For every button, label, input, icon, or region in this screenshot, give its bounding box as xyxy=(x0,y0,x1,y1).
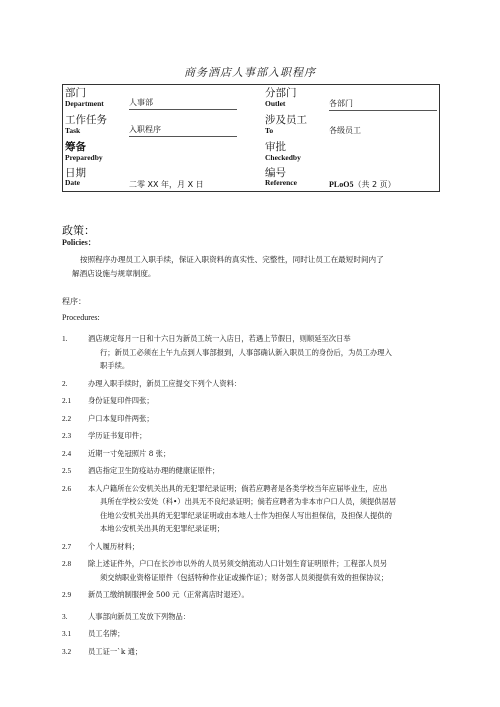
step-number: 3.1 xyxy=(62,629,72,638)
info-row-prepared xyxy=(63,139,439,166)
step-text: 酒店指定卫生防疫站办理的健康证原件； xyxy=(88,466,220,475)
step-number: 2.3 xyxy=(62,431,72,440)
reference-label-zh: 编号 xyxy=(265,167,286,179)
step-text-cont2: 职手续。 xyxy=(100,361,130,370)
header-info-table xyxy=(62,84,440,192)
step-text-cont: 具所在学校公安处（科•）出具无不良纪录证明；倘若应聘者为非本市户口人员，须提供居居 xyxy=(100,497,397,506)
step-text: 员工证一`k 通； xyxy=(88,646,143,656)
step-number: 2.7 xyxy=(62,541,72,551)
info-row-task xyxy=(63,112,439,139)
to-value: 各级员工 xyxy=(329,126,361,135)
step-text-cont: 本地公安机关出具的无犯罪纪录证明； xyxy=(100,524,225,533)
step-number: 2.2 xyxy=(62,413,72,423)
procedure-step-2-9 xyxy=(62,588,442,602)
step-text: 本人户籍所在公安机关出具的无犯罪纪录证明；倘若应聘者是各类学校当年应届毕业生，应出 xyxy=(88,483,388,493)
prepared-by-label-zh: 筹备 xyxy=(65,141,86,153)
checked-by-label-en: Checkedby xyxy=(265,153,301,162)
to-label-en: To xyxy=(265,126,274,135)
step-text-cont: 行；新员工必须在上午九点到人事部报到，人事部确认新入职员工的身份后，为员工办理入 xyxy=(100,347,392,357)
step-text: 户口本复印件两张； xyxy=(88,413,154,423)
info-row-date xyxy=(63,165,439,192)
policies-text xyxy=(72,253,435,281)
procedures-heading: 程序： xyxy=(62,297,86,306)
step-number: 3.2 xyxy=(62,646,72,656)
policies-heading-en: Policies： xyxy=(62,238,96,247)
step-text: 员工名牌； xyxy=(88,629,125,638)
step-number: 2.1 xyxy=(62,396,72,405)
procedure-steps xyxy=(62,332,442,658)
reference-pages: （共 2 页） xyxy=(353,180,396,189)
step-text: 新员工缴纳制服押金 500 元（正常离店时退还）。 xyxy=(88,590,249,599)
task-label-zh: 工作任务 xyxy=(65,114,107,126)
step-text: 学历证书复印件； xyxy=(88,431,147,440)
step-text-cont: 住地公安机关出具的无犯罪纪录证明或由本地人士作为担保人写出担保信，及担保人提供的 xyxy=(100,510,392,520)
procedure-step-2-7 xyxy=(62,540,442,554)
step-number: 3. xyxy=(62,611,68,621)
to-label-zh: 涉及员工 xyxy=(265,114,307,126)
date-value: 二零 XX 年，月 X 日 xyxy=(129,180,204,189)
checked-by-label-zh: 审批 xyxy=(265,141,286,153)
procedure-step-1 xyxy=(62,332,442,373)
policies-heading: 政策： xyxy=(62,224,95,237)
reference-value xyxy=(329,179,437,191)
step-text: 人事部向新员工发放下列物品： xyxy=(88,611,191,621)
step-number: 2.6 xyxy=(62,483,72,493)
task-label-en: Task xyxy=(65,126,81,135)
step-number: 2. xyxy=(62,378,68,388)
step-number: 2.5 xyxy=(62,466,72,475)
outlet-label-zh: 分部门 xyxy=(265,87,297,99)
procedure-step-2-1 xyxy=(62,394,442,408)
outlet-value: 各部门 xyxy=(329,98,437,111)
procedure-step-2-3 xyxy=(62,429,442,443)
step-text: 个人履历材料； xyxy=(88,541,140,551)
reference-code: PLoO5 xyxy=(329,180,354,189)
procedure-step-2-8 xyxy=(62,557,442,584)
procedure-step-3-2 xyxy=(62,645,442,659)
step-text: 近期一寸免冠照片 8 张； xyxy=(88,448,171,458)
prepared-by-value xyxy=(129,151,237,152)
policies-text-line2: 解酒店设施与规章制度。 xyxy=(72,269,156,278)
reference-label-en: Reference xyxy=(265,178,297,187)
page-title: 商务酒店人事部入职程序 xyxy=(184,66,316,79)
date-label-zh: 日期 xyxy=(65,167,86,179)
step-text-cont: 须交纳职业资格证原件（包括特种作业证或操作证）；财务部人员须提供有效的担保协议； xyxy=(100,572,389,582)
department-value: 人事部 xyxy=(129,97,237,110)
procedure-step-3-1 xyxy=(62,627,442,641)
prepared-by-label-en: Preparedby xyxy=(65,153,103,162)
procedure-step-2-5 xyxy=(62,464,442,478)
step-number: 2.8 xyxy=(62,559,72,568)
policies-text-line1: 按照程序办理员工入职手续，保证入职资料的真实性、完整性，同时让员工在最短时间内了 xyxy=(80,255,384,264)
info-row-department xyxy=(63,85,439,112)
procedure-step-3 xyxy=(62,610,442,624)
step-number: 2.9 xyxy=(62,590,72,599)
procedures-heading-en: Procedures: xyxy=(62,313,100,322)
step-text: 除上述证件外，户口在长沙市以外的人员另须交纳流动人口计划生育证明原件；工程部人员另 xyxy=(88,559,388,568)
step-text: 酒店规定每月一日和十六日为新员工统一入店日，若遇上节假日，则顺延至次日举 xyxy=(88,334,351,343)
procedure-step-2-6 xyxy=(62,482,442,536)
department-label-zh: 部门 xyxy=(65,87,86,99)
task-value: 入职程序 xyxy=(129,124,237,137)
step-number: 1. xyxy=(62,334,68,343)
date-label-en: Date xyxy=(65,178,80,187)
procedure-step-2 xyxy=(62,377,442,391)
procedure-step-2-4 xyxy=(62,447,442,461)
step-text: 身份证复印件四张； xyxy=(88,396,154,405)
procedure-step-2-2 xyxy=(62,412,442,426)
department-label-en: Department xyxy=(65,99,104,108)
step-number: 2.4 xyxy=(62,448,72,458)
outlet-label-en: Outlet xyxy=(265,99,286,108)
checked-by-value xyxy=(329,152,437,153)
step-text: 办理入职手续时，新员工应提交下列个人资料： xyxy=(88,378,242,388)
